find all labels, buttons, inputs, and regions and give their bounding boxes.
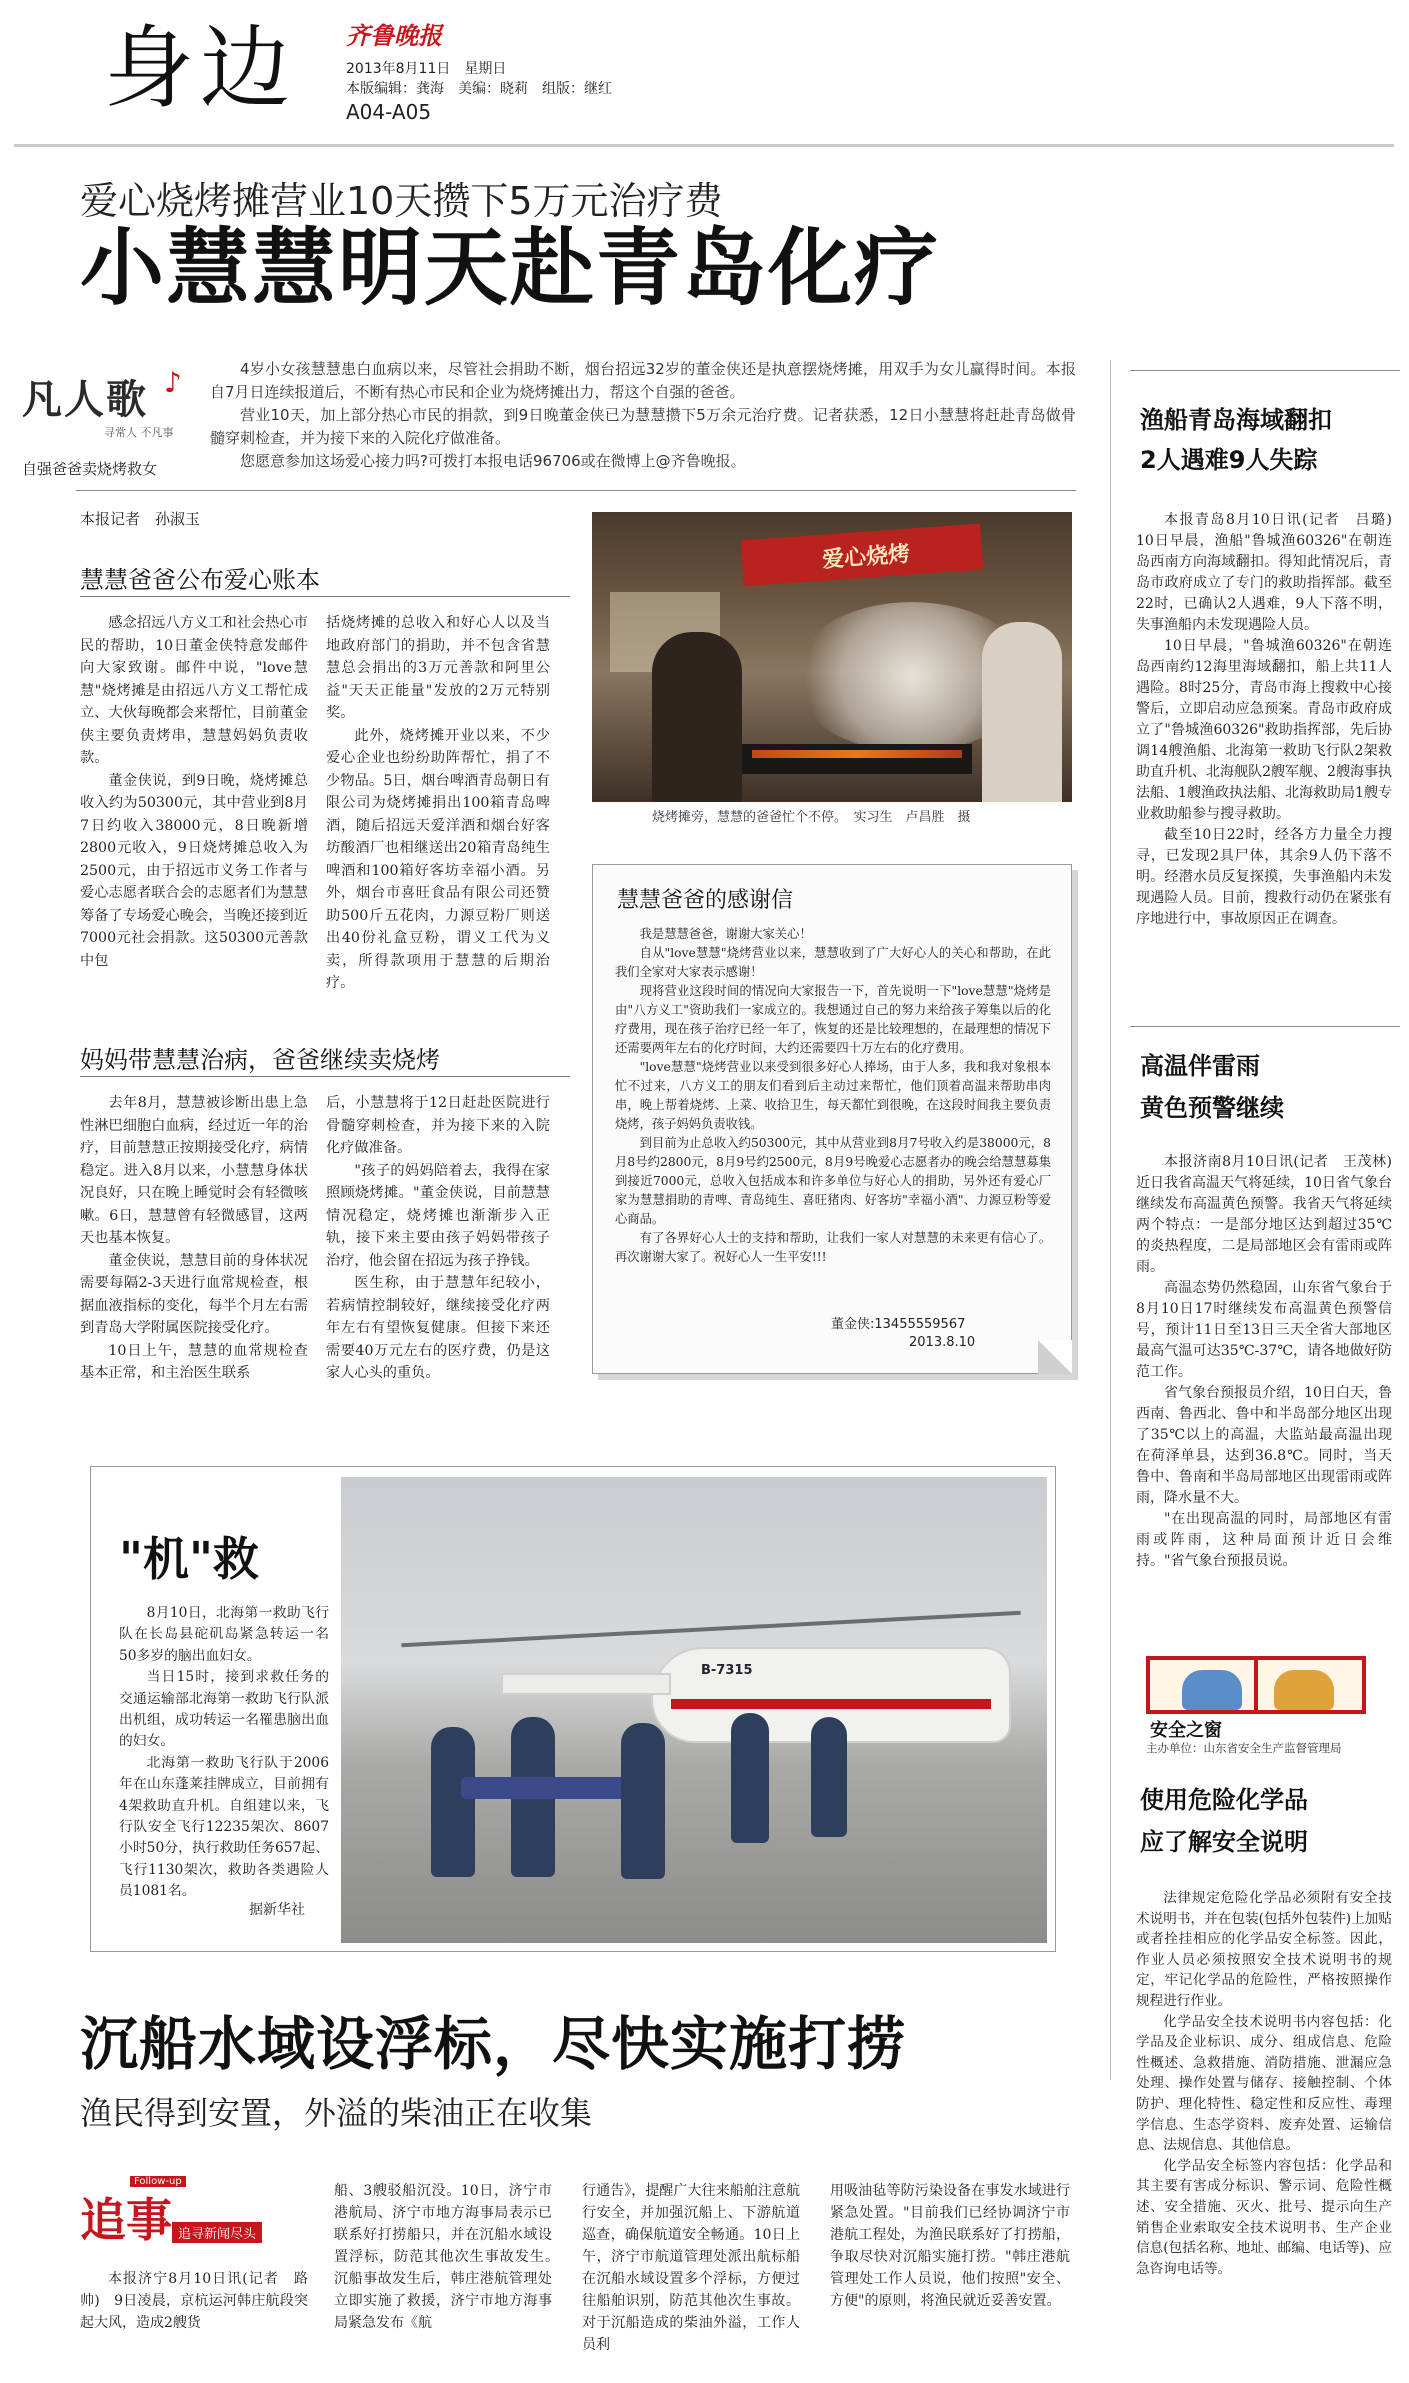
letter-paragraph: 我是慧慧爸爸，谢谢大家关心！ (639, 927, 812, 941)
safety-title-line1: 使用危险化学品 (1140, 1786, 1308, 1814)
article-paragraph: 此外，烧烤摊开业以来，不少爱心企业也纷纷助阵帮忙，捐了不少物品。5日，烟台啤酒青岛朝日有限公司为烧烤摊捐出100箱青岛啤酒，随后招远天爱洋酒和烟台好客坊酸酒厂也相继送出20箱青岛纯生啤酒和100箱好客坊幸福小酒。另外，烟台市喜旺食品有限公司还赞助500斤五花肉，力源豆粉厂则送出40份礼盒豆粉，谓义工代为义卖，所得款项用于慧慧的后期治疗。 (326, 727, 550, 991)
right-column-divider (1110, 360, 1111, 2080)
person-left (652, 632, 742, 802)
letter-body (615, 925, 1051, 1267)
follow-up-logo-text: 追事 (80, 2193, 172, 2247)
lead-kicker: 爱心烧烤摊营业10天攒下5万元治疗费 (80, 179, 723, 223)
article-paragraph: 8月10日，北海第一救助飞行队在长岛县砣矶岛紧急转运一名50多岁的脑出血妇女。 (119, 1605, 329, 1664)
embers (752, 750, 962, 758)
letter-paragraph: 到目前为止总收入约50300元，其中从营业到8月7号收入约是38000元，8月8号约2800元，8月9号约2500元，8月9号晚爱心志愿者办的晚会给慧慧募集到接近7000元，总收入包括成本和许多单位与好心人的捐助，另外还有爱心厂家为慧慧捐助的青啤、青岛纯生、喜旺猪肉、好客坊"幸福小酒"、力源豆粉等爱心商品。 (615, 1136, 1051, 1226)
crew-member (811, 1717, 847, 1837)
letter-paragraph: 有了各界好心人士的支持和帮助，让我们一家人对慧慧的未来更有信心了。再次谢谢大家了。祝好心人一生平安!!! (615, 1231, 1051, 1264)
safety-title-line2: 应了解安全说明 (1140, 1828, 1308, 1856)
rescue-body (119, 1603, 329, 1903)
column-logo (18, 362, 198, 452)
article-paragraph: 化学品安全技术说明书内容包括：化学品及企业标识、成分、组成信息、危险性概述、急救措施、消防措施、泄漏应急处理、操作处置与储存、接触控制、个体防护、理化特性、稳定性和反应性、毒理学信息、生态学资料、废弃处置、运输信息、法规信息、其他信息。 (1136, 2013, 1392, 2154)
children-icon (1182, 1670, 1242, 1710)
article-paragraph: 本报青岛8月10日讯(记者 吕璐) 10日早晨，渔船"鲁城渔60326"在朝连岛西南方向海域翻扣。得知此情况后，青岛市政府成立了专门的救助指挥部。截至22时，已确认2人遇难，9人下落不明，失事渔船内未发现遇险人员。 (1136, 512, 1406, 633)
letter-date: 2013.8.10 (909, 1335, 976, 1350)
article-paragraph: "孩子的妈妈陪着去，我得在家照顾烧烤摊。"董金侠说，目前慧慧情况稳定，烧烤摊也渐渐步入正轨，接下来主要由孩子妈妈带孩子治疗，他会留在招远为孩子挣钱。 (326, 1162, 550, 1269)
intro-paragraph: 您愿意参加这场爱心接力吗?可拨打本报电话96706或在微博上@齐鲁晚报。 (240, 452, 746, 470)
thank-you-letter (592, 864, 1072, 1374)
article-paragraph: 截至10日22时，经各方力量全力搜寻，已发现2具尸体，其余9人仍下落不明。经潜水员反复探摸，失事渔船内未发现遇险人员。目前，搜救行动仍在紧张有序地进行中，事故原因正在调查。 (1136, 827, 1392, 927)
bbq-photo-caption: 烧烤摊旁，慧慧的爸爸忙个不停。 实习生 卢昌胜 摄 (652, 810, 971, 825)
article-paragraph: 北海第一救助飞行队于2006年在山东蓬莱挂牌成立，目前拥有4架救助直升机。自组建以来，飞行队安全飞行12235架次、8607小时50分，执行救助任务657起、飞行1130架次，救助各类遇险人员1081名。 (119, 1754, 329, 1900)
page-curl-icon (1038, 1340, 1072, 1374)
article-paragraph: 10日上午，慧慧的血常规检查基本正常，和主治医生联系 (80, 1342, 308, 1381)
paper-logo: 齐鲁晚报 (346, 21, 442, 50)
article-paragraph: 用吸油毡等防污染设备在事发水域进行紧急处置。"目前我们已经协调济宁市港航工程处，为渔民联系好了打捞船，争取尽快对沉船实施打捞。"韩庄港航管理处工作人员说，他们按照"安全、方便"的原则，将渔民就近妥善安置。 (830, 2183, 1070, 2309)
article-paragraph: 括烧烤摊的总收入和好心人以及当地政府部门的捐助，并不包含省慧慧总会捐出的3万元善款和阿里公益"天天正能量"发放的2万元特别奖。 (326, 615, 550, 721)
article-paragraph: 当日15时，接到求救任务的交通运输部北海第一救助飞行队派出机组，成功转运一名罹患脑出血的妇女。 (119, 1669, 329, 1750)
column-logo-text: 凡人歌 (22, 376, 148, 423)
article-paragraph: 本报济南8月10日讯(记者 王茂林) 近日我省高温天气将延续，10日省气象台继续发布高温黄色预警。我省天气将延续两个特点：一是部分地区达到超过35℃的炎热程度，二是局部地区会有雷雨或阵雨。 (1136, 1154, 1406, 1275)
article-paragraph: 行通告》，提醒广大往来船舶注意航行安全，并加强沉船上、下游航道巡查，确保航道安全畅通。10日上午，济宁市航道管理处派出航标船在沉船水域设置多个浮标，方便过往船舶识别，防范其他次生事故。对于沉船造成的柴油外溢，工作人员利 (582, 2183, 800, 2353)
safety-sponsor: 主办单位：山东省安全生产监督管理局 (1146, 1741, 1342, 1755)
letter-paragraph: 自从"love慧慧"烧烤营业以来，慧慧收到了广大好心人的关心和帮助，在此我们全家对大家表示感谢！ (615, 946, 1051, 979)
byline: 本报记者 孙淑玉 (80, 510, 201, 528)
rescue-credit: 据新华社 (249, 1902, 305, 1918)
section1-col2 (326, 612, 550, 995)
section-title: 身边 (104, 16, 296, 121)
helicopter-registration: B-7315 (701, 1663, 753, 1678)
letter-signature: 董金侠:13455559567 (831, 1317, 966, 1332)
follow-up-tag: Follow-up (130, 2176, 186, 2187)
rescue-title: "机"救 (119, 1532, 259, 1586)
article-paragraph: 感念招远八方义工和社会热心市民的帮助，10日董金侠特意发邮件向大家致谢。邮件中说，"love慧慧"烧烤摊是由招远八方义工帮忙成立、大伙每晚都会来帮忙，目前董金侠主要负责烤串，慧慧妈妈负责收款。 (80, 615, 308, 766)
intro-paragraph: 营业10天，加上部分热心市民的捐款，到9日晚董金侠已为慧慧攒下5万余元治疗费。记者获悉，12日小慧慧将赶赴青岛做骨髓穿刺检查，并为接下来的入院化疗做准备。 (210, 406, 1076, 447)
section2-col2 (326, 1092, 550, 1385)
intro-paragraph: 4岁小女孩慧慧患白血病以来，尽管社会捐助不断，烟台招远32岁的董金侠还是执意摆烧烤摊，用双手为女儿赢得时间。本报自7月日连续报道后，不断有热心市民和企业为烧烤摊出力，帮这个自强的爸爸。 (210, 360, 1076, 401)
rotor-blade (401, 1611, 1020, 1647)
section2-title: 妈妈带慧慧治病，爸爸继续卖烧烤 (80, 1046, 440, 1074)
rescue-box (90, 1466, 1056, 1952)
window-mullion (1254, 1656, 1258, 1714)
article-paragraph: 10日早晨，"鲁城渔60326"在朝连岛西南约12海里海域翻扣，船上共11人遇险。8时25分，青岛市海上搜救中心接警后，立即启动应急预案。青岛市政府成立了"鲁城渔60326"救助指挥部，先后协调14艘渔船、北海第一救助飞行队2架救助直升机、北海舰队2艘军舰、2艘海事执法船、1艘渔政执法船、北海救助局1艘专业救助船参与搜寻救助。 (1136, 638, 1392, 822)
article-paragraph: 去年8月，慧慧被诊断出患上急性淋巴细胞白血病，经过近一年的治疗，目前慧慧正按期接受化疗，病情稳定。进入8月以来，小慧慧身体状况良好，只在晚上睡觉时会有轻微咳嗽。6日，慧慧曾有轻微感冒，这两天也基本恢复。 (80, 1095, 308, 1246)
bottom-col2 (334, 2180, 566, 2334)
section1-title: 慧慧爸爸公布爱心账本 (80, 566, 320, 594)
article-paragraph: 省气象台预报员介绍，10日白天，鲁西南、鲁西北、鲁中和半岛部分地区出现了35℃以上的高温，大监站最高温出现在荷泽单县，达到36.8℃。同时，当天鲁中、鲁南和半岛局部地区出现雷雨或阵雨，降水量不大。 (1136, 1385, 1392, 1506)
follow-up-logo (80, 2176, 280, 2246)
article-paragraph: 法律规定危险化学品必须附有安全技术说明书，并在包装(包括外包装件)上加贴或者拴挂相应的化学品安全标签。因此，作业人员必须按照安全技术说明书的规定，牢记化学品的危险性，严格按照操作规程进行作业。 (1136, 1890, 1392, 2009)
section1-underline (80, 596, 570, 597)
letter-paragraph: 现将营业这段时间的情况向大家报告一下，首先说明一下"love慧慧"烧烤是由"八方义工"资助我们一家成立的。我想通过自己的努力来给孩子筹集以后的化疗费用，现在孩子治疗已经一年了，恢复的还是比较理想的，在最理想的情况下还需要两年左右的化疗时间，大约还需要四十万左右的化疗费用。 (615, 984, 1051, 1055)
right2-title-line2: 黄色预警继续 (1140, 1094, 1284, 1122)
bottom-col3 (582, 2180, 800, 2356)
masthead (0, 0, 1409, 150)
bottom-headline: 沉船水域设浮标，尽快实施打捞 (80, 2010, 907, 2078)
follow-up-logo-sub: 追寻新闻尽头 (172, 2222, 262, 2243)
bottom-subhead: 渔民得到安置，外溢的柴油正在收集 (80, 2094, 593, 2132)
safety-window-label: 安全之窗 (1150, 1720, 1222, 1741)
music-note-icon: ♪ (164, 366, 182, 399)
section1-col1 (80, 612, 308, 972)
article-paragraph: 本报济宁8月10日讯(记者 路帅) 9日凌晨，京杭运河韩庄航段突起大风，造成2艘货 (80, 2271, 308, 2331)
article-paragraph: 化学品安全标签内容包括：化学品和其主要有害成分标识、警示词、危险性概述、安全措施、灭火、批号、提示向生产销售企业索取安全技术说明书、生产企业信息(包括名称、地址、邮编、电话等)、应急咨询电话等。 (1136, 2157, 1392, 2277)
section2-col1 (80, 1092, 308, 1385)
section2-underline (80, 1076, 570, 1077)
article-paragraph: 船、3艘驳船沉没。10日，济宁市港航局、济宁市地方海事局表示已联系好打捞船只，并在沉船水域设置浮标，防范其他次生事故发生。 沉船事故发生后，韩庄港航管理处立即实施了救援，济宁市地方海事局紧急发布《航 (334, 2183, 566, 2331)
lead-rule (76, 490, 1076, 491)
helicopter-stripe (671, 1699, 991, 1709)
right1-title-line1: 渔船青岛海域翻扣 (1140, 406, 1332, 434)
crew-member (621, 1723, 665, 1879)
article-paragraph: 高温态势仍然稳固，山东省气象台于8月10日17时继续发布高温黄色预警信号，预计11日至13日三天全省大部地区最高气温可达35℃-37℃，请各地做好防范工作。 (1136, 1280, 1392, 1380)
article-paragraph: "在出现高温的同时，局部地区有雷雨或阵雨，这种局面预计近日会维持。"省气象台预报员说。 (1136, 1511, 1392, 1569)
bottom-col4 (830, 2180, 1070, 2312)
crew-member (731, 1713, 769, 1843)
helicopter-tail (501, 1673, 671, 1695)
bbq-banner-text: 爱心烧烤 (821, 541, 911, 574)
article-paragraph: 董金侠说，慧慧目前的身体状况需要每隔2-3天进行血常规检查，根据血液指标的变化，每半个月左右需到青岛大学附属医院接受化疗。 (80, 1252, 308, 1336)
page-numbers: A04-A05 (346, 100, 432, 124)
lead-intro (210, 358, 1076, 473)
masthead-rule (14, 144, 1394, 147)
right-top-rule (1130, 370, 1400, 371)
letter-title: 慧慧爸爸的感谢信 (617, 888, 794, 913)
lead-headline: 小慧慧明天赴青岛化疗 (80, 219, 941, 317)
article-paragraph: 后，小慧慧将于12日赶赴医院进行骨髓穿刺检查，并为接下来的入院化疗做准备。 (326, 1095, 550, 1156)
grill (742, 744, 972, 774)
right-mid-rule (1130, 1026, 1400, 1027)
bottom-col1 (80, 2268, 308, 2334)
editor-line: 本版编辑：龚海 美编：晓莉 组版：继红 (346, 81, 612, 97)
right1-title-line2: 2人遇难9人失踪 (1140, 446, 1318, 474)
children-icon (1274, 1670, 1334, 1710)
right2-body (1136, 1152, 1406, 1572)
person-right (982, 622, 1062, 802)
safety-window-logo (1146, 1652, 1366, 1741)
letter-paragraph: "love慧慧"烧烤营业以来受到很多好心人捧场，由于人多，我和我对象根本忙不过来，八方义工的朋友们看到后主动过来帮忙，他们顶着高温来帮助串肉串，晚上帮着烧烤、上菜、收拾卫生，每天都忙到很晚，在这段时间我主要负责烧烤，孩子妈妈负责收钱。 (615, 1060, 1051, 1131)
column-logo-sub: 寻常人 不凡事 (104, 426, 174, 439)
article-paragraph: 董金侠说，到9日晚，烧烤摊总收入约为50300元，其中营业到8月7日约收入38000元，8日晚新增2800元收入，9日烧烤摊总收入为2500元，由于招远市义务工作者与爱心志愿者联合会的志愿者们为慧慧筹备了专场爱心晚会，当晚还接到近7000元社会捐款。这50300元善款中包 (80, 772, 308, 969)
bbq-photo (592, 512, 1072, 802)
crew-member (431, 1727, 475, 1877)
date-line: 2013年8月11日 星期日 (346, 61, 507, 77)
article-paragraph: 医生称，由于慧慧年纪较小，若病情控制较好，继续接受化疗两年左右有望恢复健康。但接下来还需要40万元左右的医疗费，仍是这家人心头的重负。 (326, 1275, 550, 1381)
column-caption: 自强爸爸卖烧烤救女 (22, 460, 158, 478)
right2-title-line1: 高温伴雷雨 (1140, 1052, 1260, 1080)
helicopter-photo (341, 1477, 1047, 1943)
safety-body (1136, 1888, 1392, 2279)
right1-body (1136, 510, 1406, 930)
